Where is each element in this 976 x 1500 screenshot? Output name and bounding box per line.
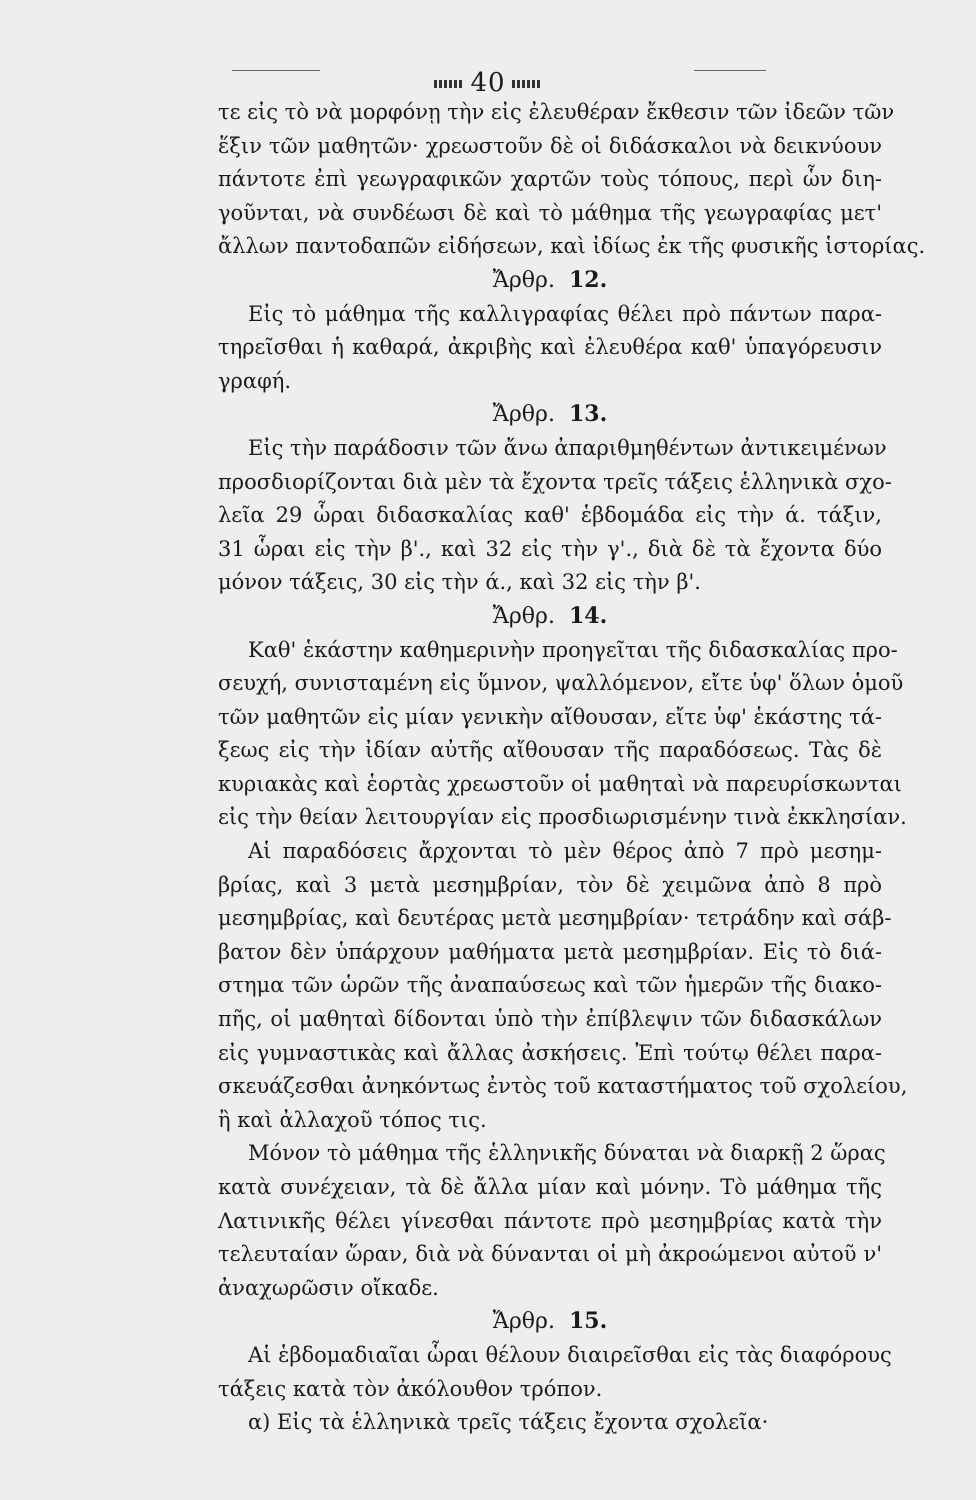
text-line: εἰς γυμναστικὰς καὶ ἄλλας ἀσκήσεις. Ἐπὶ τούτῳ θέλει παρα- [218, 1040, 882, 1065]
text-line: πάντοτε ἐπὶ γεωγραφικῶν χαρτῶν τοὺς τόπους, περὶ ὧν διη- [218, 167, 882, 192]
text-line: Εἰς τὴν παράδοσιν τῶν ἄνω ἀπαριθμηθέντων ἀντικειμένων [248, 435, 887, 460]
text-line: Μόνον τὸ μάθημα τῆς ἑλληνικῆς δύναται νὰ διαρκῇ 2 ὥρας [248, 1141, 886, 1166]
article-heading-14 [218, 600, 882, 634]
text-line: τῶν μαθητῶν εἰς μίαν γενικὴν αἴθουσαν, εἴτε ὑφ' ἑκάστης τά- [218, 704, 882, 729]
text-line: μόνον τάξεις, 30 εἰς τὴν ά., καὶ 32 εἰς τὴν β'. [218, 570, 701, 595]
text-line: πῆς, οἱ μαθηταὶ δίδονται ὑπὸ τὴν ἐπίβλεψιν τῶν διδασκάλων [218, 1007, 882, 1032]
text-line: ἕξιν τῶν μαθητῶν· χρεωστοῦν δὲ οἱ διδάσκαλοι νὰ δεικνύουν [218, 133, 882, 158]
text-line: ἢ καὶ ἀλλαχοῦ τόπος τις. [218, 1107, 487, 1132]
article-label: Ἄρθρ. [492, 402, 555, 428]
page-number [0, 68, 976, 98]
text-line: Καθ' ἑκάστην καθημερινὴν προηγεῖται τῆς διδασκαλίας προ- [248, 637, 898, 662]
text-line: κυριακὰς καὶ ἑορτὰς χρεωστοῦν οἱ μαθηταὶ νὰ παρευρίσκωνται [218, 771, 902, 796]
text-line: λεῖα 29 ὧραι διδασκαλίας καθ' ἑβδομάδα εἰς τὴν ά. τάξιν, [218, 503, 882, 528]
text-line: βρίας, καὶ 3 μετὰ μεσημβρίαν, τὸν δὲ χειμῶνα ἀπὸ 8 πρὸ [218, 872, 882, 897]
article-number: 15. [568, 1308, 608, 1335]
text-line: ἀναχωρῶσιν οἴκαδε. [218, 1275, 439, 1300]
article-label: Ἄρθρ. [492, 1309, 555, 1335]
article-number: 14. [568, 602, 608, 629]
article-heading-12 [218, 264, 882, 298]
article-heading-15 [218, 1305, 882, 1339]
text-line: ξεως εἰς τὴν ἰδίαν αὐτῆς αἴθουσαν τῆς παραδόσεως. Τὰς δὲ [218, 738, 882, 763]
text-line: τε εἰς τὸ νὰ μορφόνῃ τὴν εἰς ἐλευθέραν ἔκθεσιν τῶν ἰδεῶν τῶν [218, 100, 895, 124]
article-label: Ἄρθρ. [492, 603, 555, 629]
text-line: Εἰς τὸ μάθημα τῆς καλλιγραφίας θέλει πρὸ πάντων παρα- [248, 301, 882, 326]
text-line: τελευταίαν ὥραν, διὰ νὰ δύνανται οἱ μὴ ἀκροώμενοι αὐτοῦ ν' [218, 1242, 882, 1267]
article-number: 13. [568, 401, 608, 428]
text-line: Αἱ παραδόσεις ἄρχονται τὸ μὲν θέρος ἀπὸ 7 πρὸ μεσημ- [248, 839, 882, 864]
body-text [218, 96, 926, 1440]
article-number: 12. [568, 266, 608, 293]
text-line: κατὰ συνέχειαν, τὰ δὲ ἄλλα μίαν καὶ μόνην. Τὸ μάθημα τῆς [218, 1175, 882, 1199]
ornament-left-icon [434, 80, 464, 88]
text-line: σκευάζεσθαι ἀνηκόντως ἐντὸς τοῦ καταστήματος τοῦ σχολείου, [218, 1074, 908, 1099]
text-line: γοῦνται, νὰ συνδέωσι δὲ καὶ τὸ μάθημα τῆς γεωγραφίας μετ' [218, 200, 882, 225]
article-label: Ἄρθρ. [492, 267, 555, 293]
text-line: προσδιορίζονται διὰ μὲν τὰ ἔχοντα τρεῖς τάξεις ἑλληνικὰ σχο- [218, 469, 892, 494]
text-line: εἰς τὴν θείαν λειτουργίαν εἰς προσδιωρισμένην τινὰ ἐκκλησίαν. [218, 805, 907, 830]
page-number-text: 40 [470, 68, 506, 98]
text-line: μεσημβρίας, καὶ δευτέρας μετὰ μεσημβρίαν· τετράδην καὶ σάβ- [218, 906, 892, 931]
text-line: βατον δὲν ὑπάρχουν μαθήματα μετὰ μεσημβρίαν. Εἰς τὸ διά- [218, 939, 882, 964]
text-line: α) Εἰς τὰ ἑλληνικὰ τρεῖς τάξεις ἔχοντα σχολεῖα· [248, 1410, 769, 1435]
article-heading-13 [218, 398, 882, 432]
text-line: γραφή. [218, 368, 292, 393]
text-line: Λατινικῆς θέλει γίνεσθαι πάντοτε πρὸ μεσημβρίας κατὰ τὴν [218, 1208, 882, 1233]
text-line: τάξεις κατὰ τὸν ἀκόλουθον τρόπον. [218, 1376, 603, 1401]
text-line: ἄλλων παντοδαπῶν εἰδήσεων, καὶ ἰδίως ἐκ τῆς φυσικῆς ἱστορίας. [218, 234, 926, 259]
text-line: στημα τῶν ὡρῶν τῆς ἀναπαύσεως καὶ τῶν ἡμερῶν τῆς διακο- [218, 973, 882, 998]
text-line: 31 ὧραι εἰς τὴν β'., καὶ 32 εἰς τὴν γ'., διὰ δὲ τὰ ἔχοντα δύο [218, 536, 882, 561]
text-line: τηρεῖσθαι ἡ καθαρά, ἀκριβὴς καὶ ἐλευθέρα καθ' ὑπαγόρευσιν [218, 335, 882, 360]
text-line: Αἱ ἑβδομαδιαῖαι ὧραι θέλουν διαιρεῖσθαι εἰς τὰς διαφόρους [248, 1342, 892, 1367]
ornament-right-icon [512, 80, 542, 88]
text-line: σευχή, συνισταμένη εἰς ὕμνον, ψαλλόμενον, εἴτε ὑφ' ὅλων ὁμοῦ [218, 671, 904, 696]
